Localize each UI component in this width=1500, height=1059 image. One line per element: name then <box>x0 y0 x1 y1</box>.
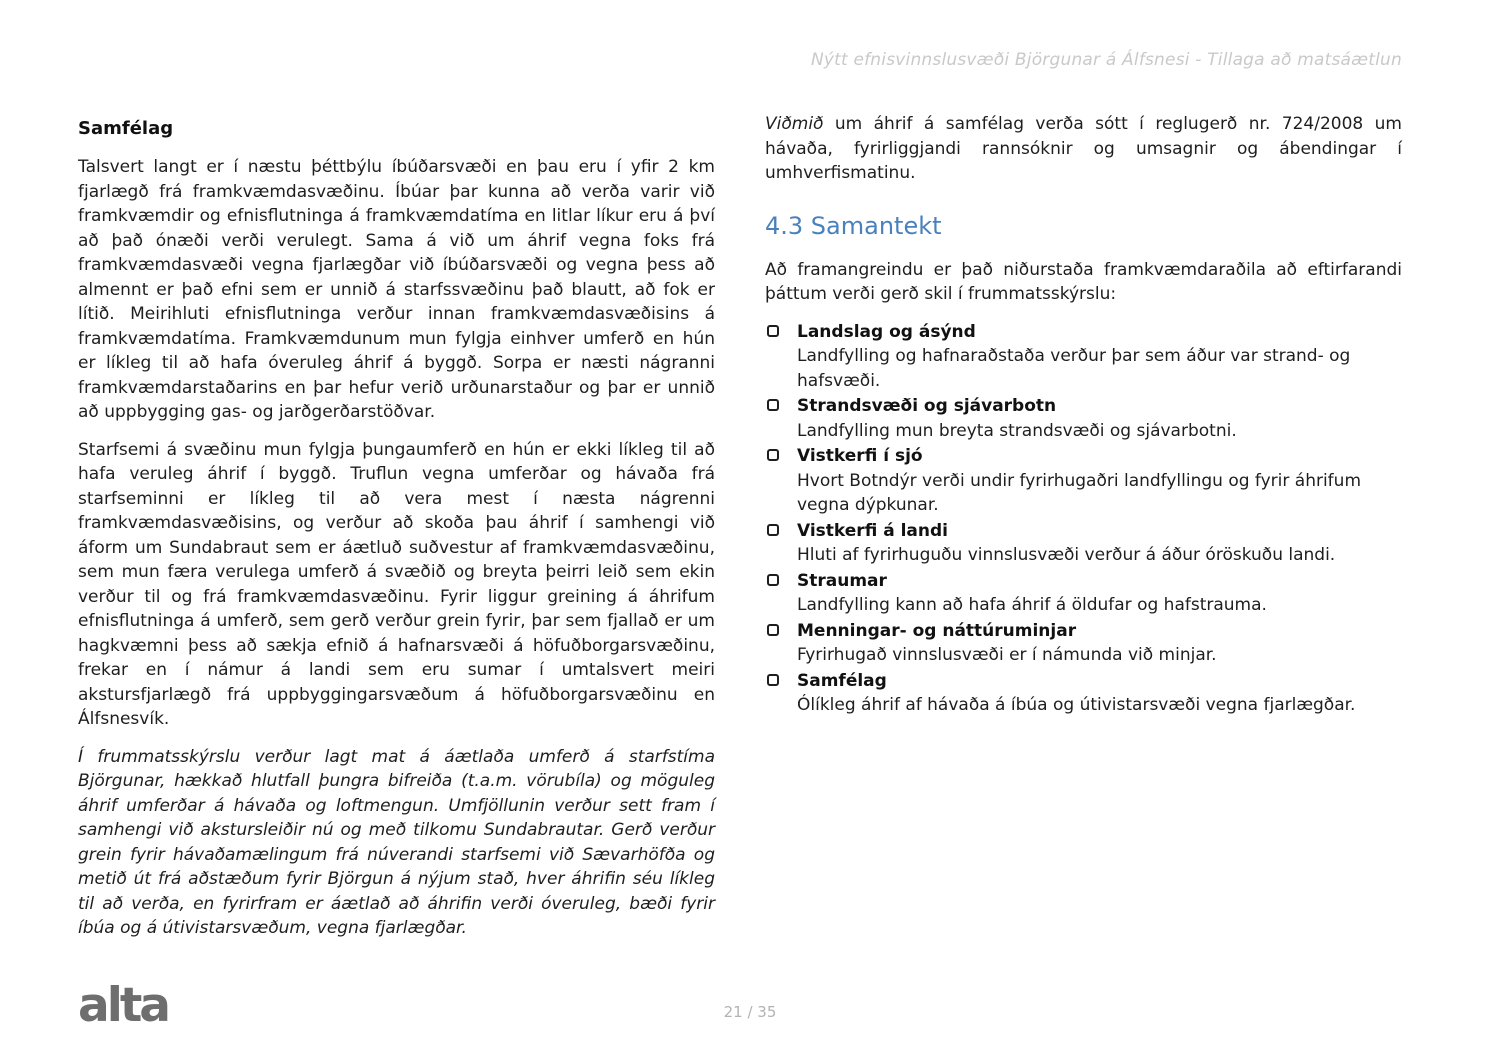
section-heading-4-3: 4.3 Samantekt <box>765 211 942 240</box>
left-paragraph-3-italic: Í frummatsskýrslu verður lagt mat á áætlaða umferð á starfstíma Björgunar, hækkað hlutfall þungra bifreiða (t.a.m. vörubíla) og möguleg áhrif umferðar á hávaða og loftmengun. Umfjöllunin verður sett fram í samhengi við akstursleiðir nú og með tilkomu Sundabrautar. Gerð verður grein fyrir hávaðamælingum frá núverandi starfsemi við Sævarhöfða og metið út frá aðstæðum fyrir Björgun á nýjum stað, hver áhrifin séu líkleg til að verða, en fyrirfram er áætlað að áhrifin verði óveruleg, bæði fyrir íbúa og á útivistarsvæðum, vegna fjarlægðar. <box>78 746 715 938</box>
list-item-description: Landfylling kann að hafa áhrif á öldufar og hafstrauma. <box>797 595 1267 615</box>
list-item-description: Landfylling mun breyta strandsvæði og sjávarbotni. <box>797 420 1237 441</box>
list-item <box>797 519 1402 568</box>
list-item-description: Hvort Botndýr verði undir fyrirhugaðri landfyllingu og fyrir áhrifum vegna dýpkunar. <box>797 470 1362 515</box>
left-section-heading: Samfélag <box>78 118 174 139</box>
checkbox-bullet-icon <box>767 524 779 536</box>
checkbox-bullet-icon <box>767 325 779 337</box>
list-item-description: Ólíkleg áhrif af hávaða á íbúa og útivistarsvæði vegna fjarlægðar. <box>797 695 1356 715</box>
two-column-layout <box>78 112 1402 954</box>
list-item-title: Straumar <box>797 570 887 591</box>
left-paragraph-2: Starfsemi á svæðinu mun fylgja þungaumferð en hún er ekki líkleg til að hafa veruleg áhrif í byggð. Truflun vegna umferðar og hávaða frá starfseminni er líkleg til að vera mest í næsta nágrenni framkvæmdasvæðisins, og verður að skoða þau áhrif í samhengi við áform um Sundabraut sem er áætluð suðvestur af framkvæmdasvæðinu, sem mun færa verulega umferð á svæðið og breyta þeirri leið sem ekin verður til og frá framkvæmdasvæðinu. Fyrir liggur greining á áhrifum efnisflutninga á umferð, sem gerð verður grein fyrir, þar sem fjallað er um hagkvæmni þess að sækja efnið á hafnarsvæði á höfuðborgarsvæðinu, frekar en í námur á landi sem eru sumar í umtalsvert meiri akstursfjarlægð frá uppbyggingarsvæðum á höfuðborgarsvæðinu en Álfsnesvík. <box>78 439 715 729</box>
right-paragraph-1 <box>765 112 1402 186</box>
checkbox-bullet-icon <box>767 674 779 686</box>
list-item <box>797 569 1402 618</box>
list-item-title: Vistkerfi á landi <box>797 520 948 541</box>
list-item-description: Fyrirhugað vinnslusvæði er í námunda við minjar. <box>797 645 1217 665</box>
list-item-title: Strandsvæði og sjávarbotn <box>797 396 1057 416</box>
checkbox-bullet-icon <box>767 624 779 636</box>
right-paragraph-1-rest: um áhrif á samfélag verða sótt í reglugerð nr. 724/2008 um hávaða, fyrirliggjandi rannsóknir og umsagnir og ábendingar í umhverfismatinu. <box>765 114 1402 183</box>
checkbox-bullet-icon <box>767 399 779 411</box>
right-paragraph-1-lead: Viðmið <box>765 114 824 134</box>
alta-logo: alta <box>78 978 169 1033</box>
page-number: 21 / 35 <box>723 1003 777 1021</box>
list-item <box>797 444 1402 518</box>
list-item <box>797 320 1402 394</box>
list-item-description: Landfylling og hafnaraðstaða verður þar sem áður var strand- og hafsvæði. <box>797 346 1351 391</box>
left-column <box>78 112 715 954</box>
list-item-title: Menningar- og náttúruminjar <box>797 620 1077 641</box>
summary-topic-list <box>765 320 1402 718</box>
checkbox-bullet-icon <box>767 449 779 461</box>
running-header-title: Nýtt efnisvinnslusvæði Björgunar á Álfsnesi - Tillaga að matsáætlun <box>810 50 1402 70</box>
list-item-title: Landslag og ásýnd <box>797 321 976 342</box>
left-paragraph-1: Talsvert langt er í næstu þéttbýlu íbúðarsvæði en þau eru í yfir 2 km fjarlægð frá framkvæmdasvæðinu. Íbúar þar kunna að verða varir við framkvæmdir og efnisflutninga á framkvæmdatíma en litlar líkur eru á því að það ónæði verði verulegt. Sama á við um áhrif vegna foks frá framkvæmdasvæði vegna fjarlægðar við íbúðarsvæði og vegna þess að almennt er það efni sem er unnið á starfssvæðinu það blautt, að fok er lítið. Meirihluti efnisflutninga verður innan framkvæmdasvæðisins á framkvæmdatíma. Framkvæmdunum mun fylgja einhver umferð en hún er líkleg til að hafa óveruleg áhrif á byggð. Sorpa er næsti nágranni framkvæmdarstaðarins en þar hefur verið urðunarstaður og þar er unnið að uppbygging gas- og jarðgerðarstöðvar. <box>78 157 715 422</box>
list-item <box>797 619 1402 668</box>
list-item-title: Samfélag <box>797 670 887 691</box>
list-item <box>797 669 1402 718</box>
checkbox-bullet-icon <box>767 574 779 586</box>
summary-intro-paragraph: Að framangreindu er það niðurstaða framkvæmdaraðila að eftirfarandi þáttum verði gerð skil í frummatsskýrslu: <box>765 259 1402 304</box>
list-item-title: Vistkerfi í sjó <box>797 446 923 466</box>
list-item-description: Hluti af fyrirhuguðu vinnslusvæði verður á áður óröskuðu landi. <box>797 545 1336 565</box>
list-item <box>797 394 1402 443</box>
right-column <box>765 112 1402 954</box>
